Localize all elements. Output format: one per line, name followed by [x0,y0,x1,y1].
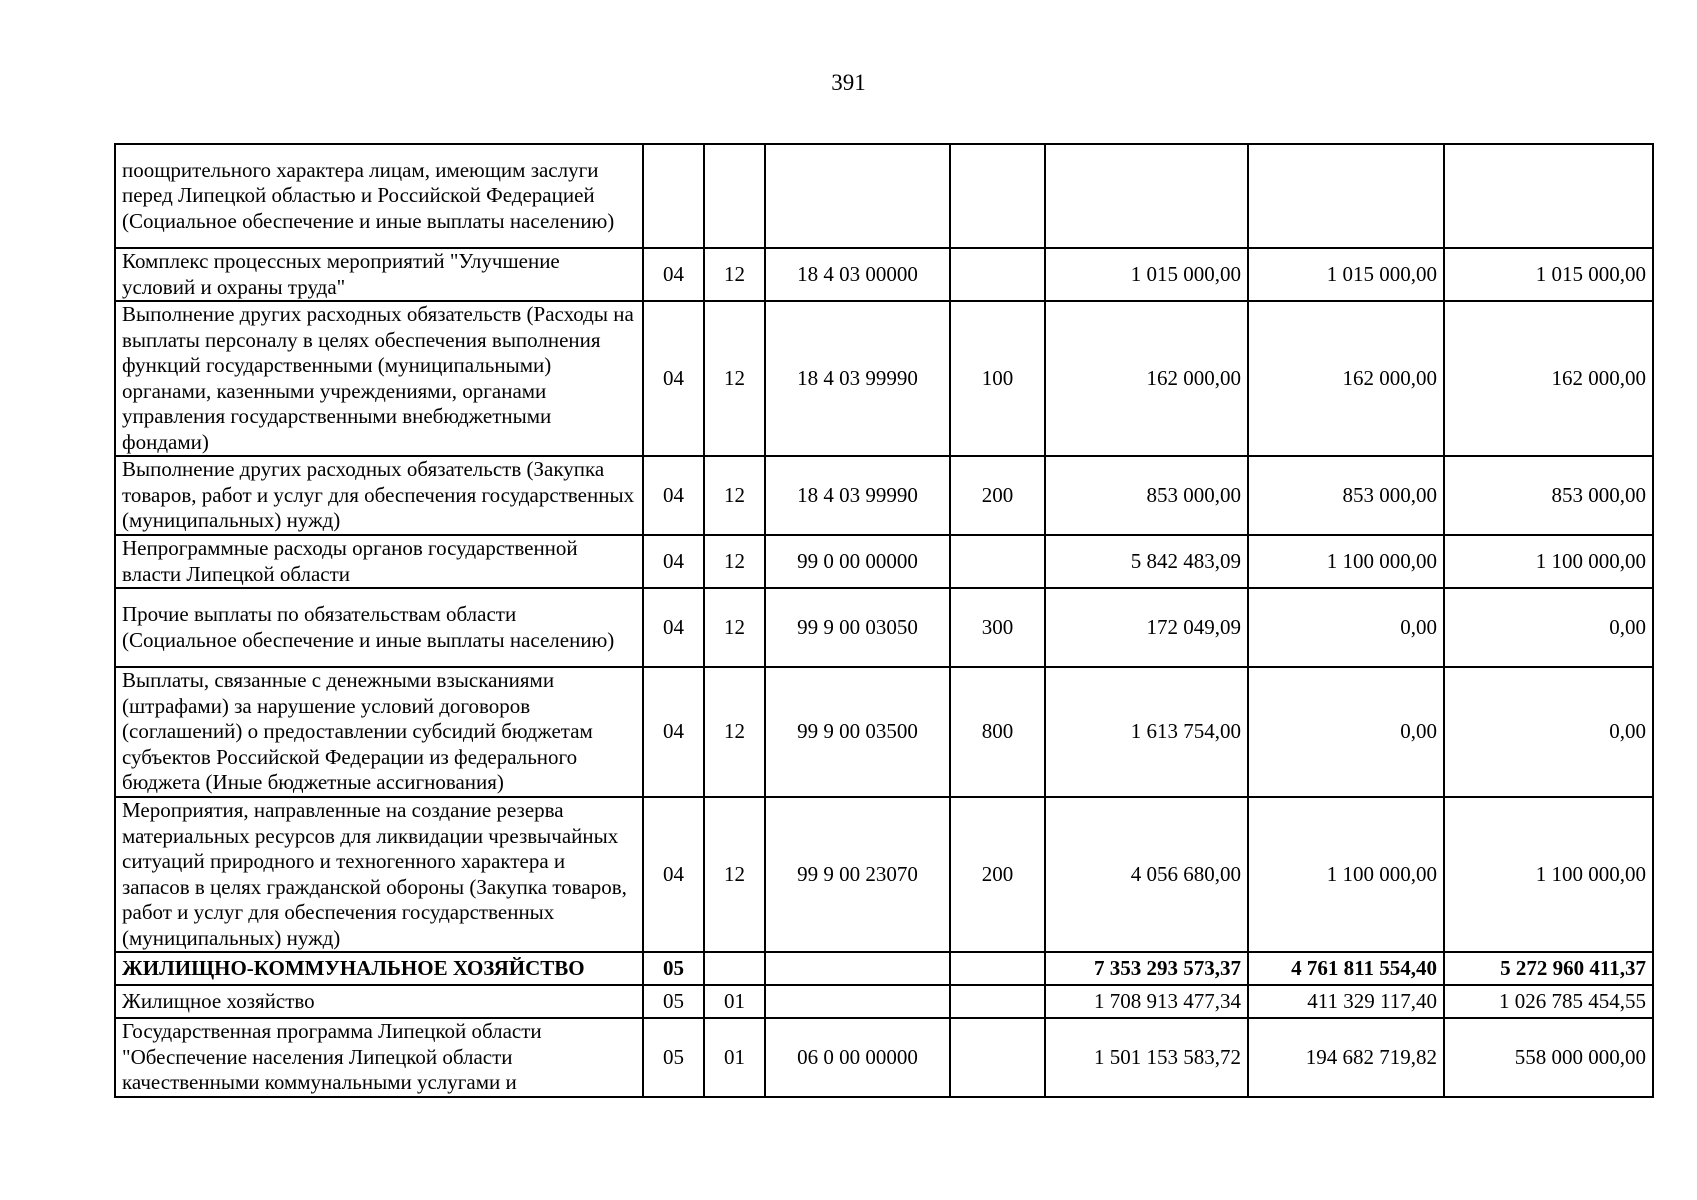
amount-year-1-cell: 7 353 293 573,37 [1045,952,1248,985]
item-name-cell: поощрительного характера лицам, имеющим заслуги перед Липецкой областью и Российской Федерацией (Социальное обеспечение и иные выплаты населению) [115,144,643,248]
target-article-cell [765,985,950,1018]
subsection-code-cell: 12 [704,301,765,456]
amount-year-1-cell: 1 015 000,00 [1045,248,1248,301]
section-code-cell: 05 [643,985,704,1018]
amount-year-3-cell: 0,00 [1444,667,1653,797]
target-article-cell: 18 4 03 99990 [765,301,950,456]
section-code-cell: 04 [643,667,704,797]
amount-year-2-cell: 1 100 000,00 [1248,797,1444,952]
page-number: 391 [831,70,866,95]
budget-table [114,143,1654,1098]
target-article-cell: 18 4 03 00000 [765,248,950,301]
subsection-code-cell: 12 [704,456,765,535]
section-code-cell: 04 [643,588,704,667]
budget-table-body [115,144,1653,1097]
amount-year-1-cell: 1 613 754,00 [1045,667,1248,797]
amount-year-2-cell: 194 682 719,82 [1248,1018,1444,1097]
amount-year-2-cell [1248,144,1444,248]
amount-year-1-cell: 162 000,00 [1045,301,1248,456]
section-code-cell: 05 [643,1018,704,1097]
section-code-cell: 04 [643,248,704,301]
amount-year-2-cell: 162 000,00 [1248,301,1444,456]
amount-year-1-cell: 1 501 153 583,72 [1045,1018,1248,1097]
amount-year-1-cell: 4 056 680,00 [1045,797,1248,952]
table-row [115,144,1653,248]
amount-year-3-cell: 558 000 000,00 [1444,1018,1653,1097]
section-code-cell: 04 [643,456,704,535]
amount-year-2-cell: 853 000,00 [1248,456,1444,535]
target-article-cell: 99 9 00 03050 [765,588,950,667]
subsection-code-cell: 12 [704,797,765,952]
table-row [115,952,1653,985]
expense-type-cell: 200 [950,456,1045,535]
item-name-cell: Мероприятия, направленные на создание резерва материальных ресурсов для ликвидации чрезвычайных ситуаций природного и техногенного характера и запасов в целях гражданской обороны (Закупка товаров, работ и услуг для обеспечения государственных (муниципальных) нужд) [115,797,643,952]
amount-year-1-cell [1045,144,1248,248]
target-article-cell: 99 9 00 03500 [765,667,950,797]
item-name-cell: Комплекс процессных мероприятий "Улучшение условий и охраны труда" [115,248,643,301]
amount-year-1-cell: 1 708 913 477,34 [1045,985,1248,1018]
table-row [115,535,1653,588]
amount-year-3-cell: 1 015 000,00 [1444,248,1653,301]
amount-year-1-cell: 172 049,09 [1045,588,1248,667]
amount-year-1-cell: 5 842 483,09 [1045,535,1248,588]
item-name-cell: ЖИЛИЩНО-КОММУНАЛЬНОЕ ХОЗЯЙСТВО [115,952,643,985]
amount-year-3-cell [1444,144,1653,248]
section-code-cell: 04 [643,535,704,588]
expense-type-cell [950,144,1045,248]
item-name-cell: Непрограммные расходы органов государственной власти Липецкой области [115,535,643,588]
amount-year-2-cell: 1 015 000,00 [1248,248,1444,301]
item-name-cell: Выполнение других расходных обязательств (Закупка товаров, работ и услуг для обеспечения государственных (муниципальных) нужд) [115,456,643,535]
amount-year-2-cell: 411 329 117,40 [1248,985,1444,1018]
amount-year-3-cell: 1 100 000,00 [1444,797,1653,952]
amount-year-1-cell: 853 000,00 [1045,456,1248,535]
expense-type-cell: 200 [950,797,1045,952]
expense-type-cell: 100 [950,301,1045,456]
target-article-cell: 99 9 00 23070 [765,797,950,952]
subsection-code-cell [704,952,765,985]
subsection-code-cell [704,144,765,248]
amount-year-3-cell: 1 100 000,00 [1444,535,1653,588]
table-row [115,985,1653,1018]
expense-type-cell [950,952,1045,985]
target-article-cell [765,144,950,248]
amount-year-2-cell: 1 100 000,00 [1248,535,1444,588]
expense-type-cell [950,1018,1045,1097]
target-article-cell [765,952,950,985]
section-code-cell: 04 [643,301,704,456]
expense-type-cell [950,985,1045,1018]
table-row [115,588,1653,667]
item-name-cell: Выплаты, связанные с денежными взысканиями (штрафами) за нарушение условий договоров (соглашений) о предоставлении субсидий бюджетам субъектов Российской Федерации из федерального бюджета (Иные бюджетные ассигнования) [115,667,643,797]
table-row [115,248,1653,301]
subsection-code-cell: 01 [704,985,765,1018]
target-article-cell: 06 0 00 00000 [765,1018,950,1097]
amount-year-3-cell: 853 000,00 [1444,456,1653,535]
amount-year-2-cell: 4 761 811 554,40 [1248,952,1444,985]
item-name-cell: Прочие выплаты по обязательствам области (Социальное обеспечение и иные выплаты населению) [115,588,643,667]
amount-year-3-cell: 1 026 785 454,55 [1444,985,1653,1018]
amount-year-3-cell: 0,00 [1444,588,1653,667]
subsection-code-cell: 12 [704,588,765,667]
table-row [115,456,1653,535]
amount-year-3-cell: 5 272 960 411,37 [1444,952,1653,985]
table-row [115,301,1653,456]
amount-year-2-cell: 0,00 [1248,588,1444,667]
expense-type-cell: 800 [950,667,1045,797]
item-name-cell: Выполнение других расходных обязательств (Расходы на выплаты персоналу в целях обеспечения выполнения функций государственными (муниципальными) органами, казенными учреждениями, органами управления государственными внебюджетными фондами) [115,301,643,456]
subsection-code-cell: 01 [704,1018,765,1097]
item-name-cell: Государственная программа Липецкой области "Обеспечение населения Липецкой области качественными коммунальными услугами и [115,1018,643,1097]
section-code-cell: 05 [643,952,704,985]
section-code-cell [643,144,704,248]
subsection-code-cell: 12 [704,535,765,588]
table-row [115,797,1653,952]
table-row [115,667,1653,797]
section-code-cell: 04 [643,797,704,952]
target-article-cell: 18 4 03 99990 [765,456,950,535]
amount-year-2-cell: 0,00 [1248,667,1444,797]
expense-type-cell [950,248,1045,301]
target-article-cell: 99 0 00 00000 [765,535,950,588]
amount-year-3-cell: 162 000,00 [1444,301,1653,456]
item-name-cell: Жилищное хозяйство [115,985,643,1018]
table-row [115,1018,1653,1097]
subsection-code-cell: 12 [704,248,765,301]
expense-type-cell [950,535,1045,588]
subsection-code-cell: 12 [704,667,765,797]
expense-type-cell: 300 [950,588,1045,667]
